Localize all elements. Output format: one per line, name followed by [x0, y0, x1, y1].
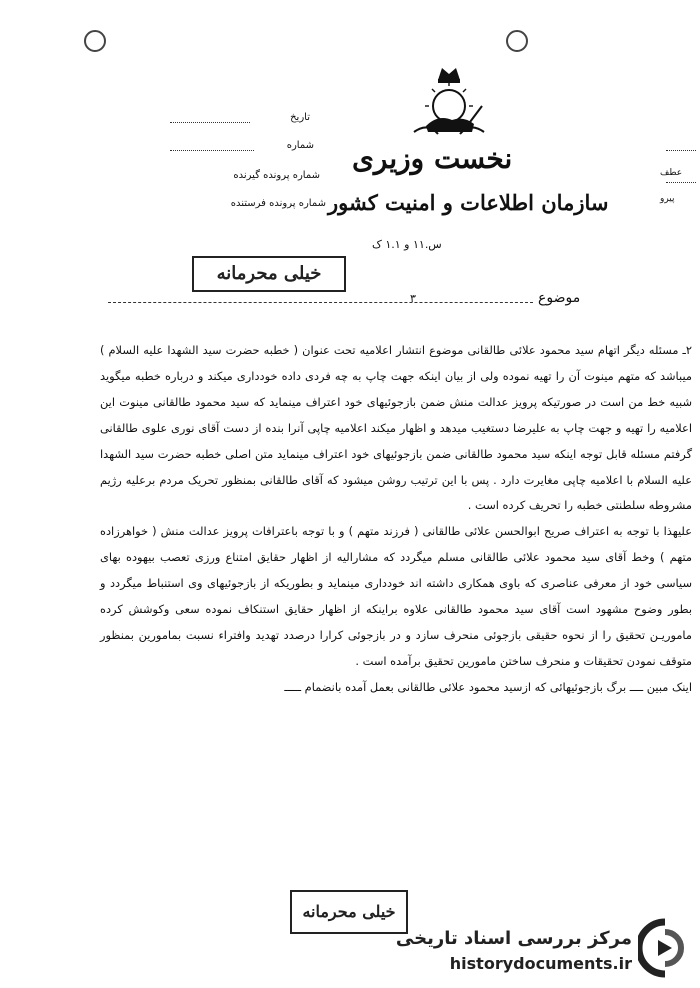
archive-logo-icon — [638, 918, 692, 978]
document-body — [100, 338, 692, 701]
subject-label: موضوع — [538, 290, 581, 306]
punch-hole-left — [84, 30, 106, 52]
ministry-title: نخست وزیری — [352, 142, 513, 175]
punch-hole-right — [506, 30, 528, 52]
number-label: شماره — [286, 140, 314, 151]
paragraph: علیهذا با توجه به اعتراف صریح ابوالحسن علائی طالقانی ( فرزند متهم ) و با توجه باعترافات پرویز عدالت منش ( خواهرزاده متهم ) وخط آقای سید محمود علائی طالقانی مسلم میگردد که مشارالیه از اظهار حقایق امتناع ورزی تعصب بیهوده بهای سیاسی خود از معرفی عناصری که باوی همکاری داشته اند خودداری مینماید و بطوریکه از بازجوئیهای وی استنباط میگردد و بطور وضوح مشهود است آقای سید محمود طالقانی علاوه براینکه از اظهار حقایق استنکاف نموده سعی وکوشش کرده ماموریـن تحقیق را از نحوه حقیقی بازجوئی منحرف سازد و در بازجوئی کرارا درصدد تهدید وافتراء نسبت بمامورین بمنظور متوقف نمودن تحقیقات و منحرف ساختن مامورین تحقیق برآمده است . — [100, 524, 692, 668]
lion-and-sun-emblem-icon — [408, 62, 490, 142]
reference-code: س.۱۱ و ۱.۱ ک — [372, 238, 442, 251]
attachment-label: پیرو — [660, 194, 675, 204]
date-label: تاریخ — [290, 112, 310, 123]
sender-file-label: شماره پرونده فرستنده — [230, 198, 326, 209]
recipient-file-label: شماره پرونده گیرنده — [233, 170, 320, 181]
reference-label: عطف — [660, 168, 683, 178]
archive-watermark — [395, 914, 696, 984]
date-field — [170, 112, 310, 126]
archive-url: historydocuments.ir — [449, 954, 632, 973]
recipient-file-field — [232, 170, 320, 184]
paragraph: اینک مبین ــــ برگ بازجوئیهائی که ازسید محمود علائی طالقانی بعمل آمده بانضمام ـــــ — [284, 679, 692, 694]
number-field — [170, 140, 314, 154]
classification-stamp-bottom: خیلی محرمانه — [290, 890, 408, 934]
subject-value: ۳ — [410, 292, 416, 305]
paragraph: ۲ـ مسئله دیگر اتهام سید محمود علائی طالقانی موضوع انتشار اعلامیه تحت عنوان ( خطبه حضرت سید الشهدا علیه السلام ) میباشد که متهم مینوت آن را تهیه نموده ولی از بیان اینکه جهت چاپ به چه فردی داده خودداری میکند و درباره خطبه میگوید شبیه خط من است در صورتیکه پرویز عدالت منش ضمن بازجوئیهای خود اعتراف مینماید که سید محمود طالقانی مینوت این اعلامیه را تهیه و جهت چاپ به علیرضا دستغیب میدهد و اظهار میکند اعلامیه چاپی آنرا بنده از دست آقای نوری علوی طالقانی گرفتم مسئله قابل توجه اینکه سید محمود طالقانی ضمن بازجوئیهای خود اعتراف مینماید متن اصلی خطبه حضرت سید الشهدا علیه السلام با اعلامیه چاپی مغایرت دارد . پس با این ترتیب روشن میشود که آقای طالقانی بمنظور تحریک مردم برعلیه رژیم مشروطه سلطنتی خطبه را تحریف کرده است . — [100, 343, 692, 513]
classification-stamp-top: خیلی محرمانه — [192, 256, 346, 292]
archive-name: مرکز بررسی اسناد تاریخی — [395, 928, 632, 949]
organization-title: سازمان اطلاعات و امنیت کشور — [328, 190, 609, 215]
sender-file-field — [232, 198, 326, 212]
